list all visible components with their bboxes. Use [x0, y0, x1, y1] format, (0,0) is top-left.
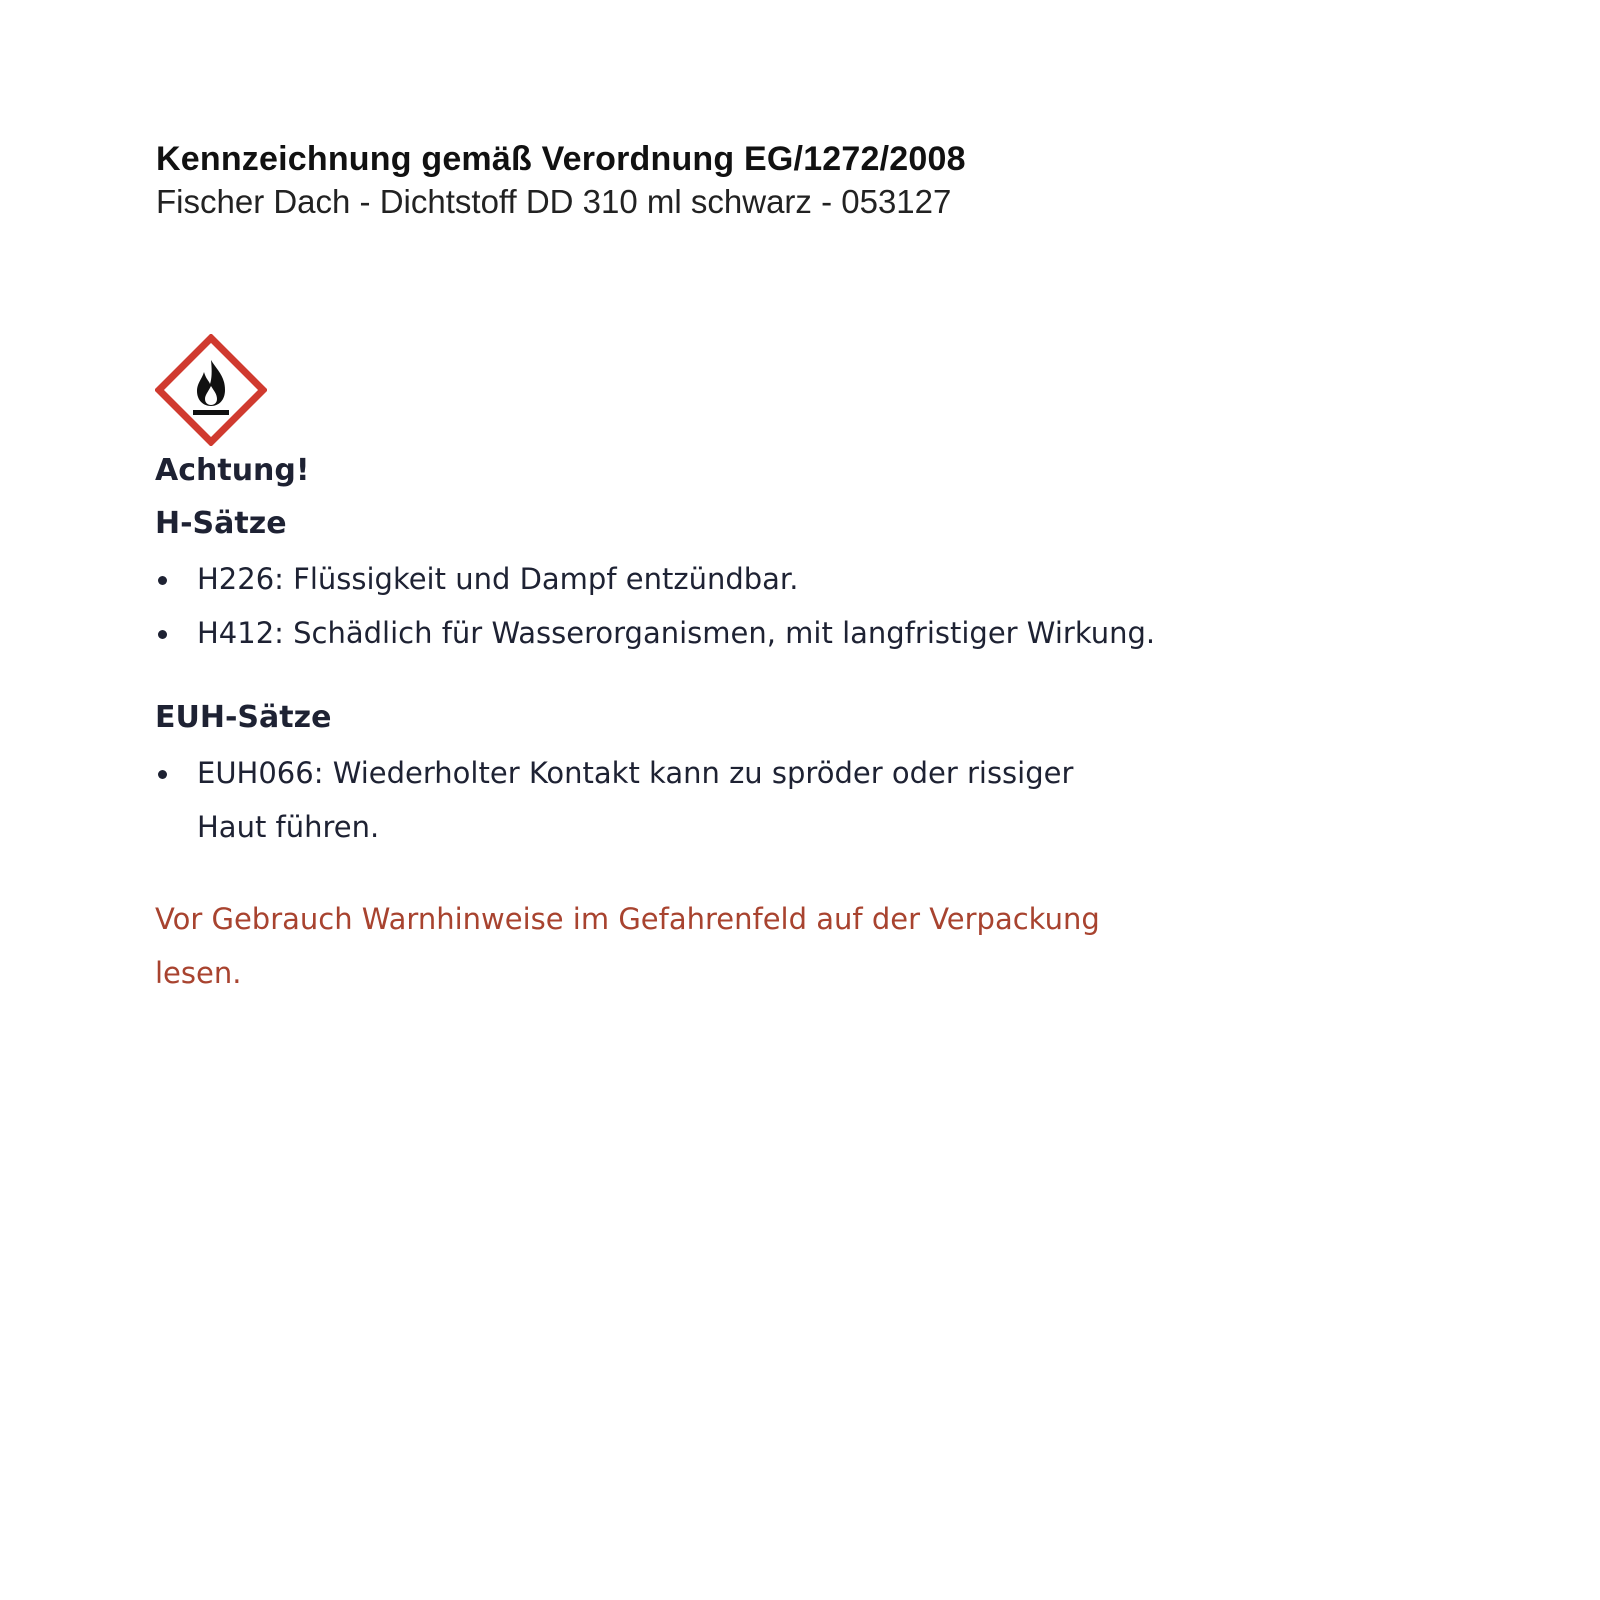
bullet-icon [158, 630, 167, 639]
list-item [155, 746, 1137, 854]
euh-statements-list [155, 746, 1137, 854]
page-title: Kennzeichnung gemäß Verordnung EG/1272/2008 [156, 140, 966, 178]
bullet-icon [158, 770, 167, 779]
list-item [155, 606, 1155, 660]
h-statements-heading: H-Sätze [155, 506, 287, 541]
ghs-pictogram [155, 334, 267, 446]
flame-hazard-icon [155, 334, 267, 446]
warning-note: Vor Gebrauch Warnhinweise im Gefahrenfeld auf der Verpackung lesen. [155, 902, 1100, 990]
signal-word: Achtung! [155, 453, 310, 488]
page-subtitle: Fischer Dach - Dichtstoff DD 310 ml schwarz - 053127 [156, 183, 952, 220]
euh-statement-text: EUH066: Wiederholter Kontakt kann zu spröder oder rissiger Haut führen. [197, 756, 1074, 844]
bullet-icon [158, 576, 167, 585]
h-statement-text: H226: Flüssigkeit und Dampf entzündbar. [197, 562, 799, 596]
h-statement-text: H412: Schädlich für Wasserorganismen, mit langfristiger Wirkung. [197, 616, 1156, 650]
list-item [155, 552, 1155, 606]
euh-statements-heading: EUH-Sätze [155, 700, 332, 735]
h-statements-list [155, 552, 1155, 660]
